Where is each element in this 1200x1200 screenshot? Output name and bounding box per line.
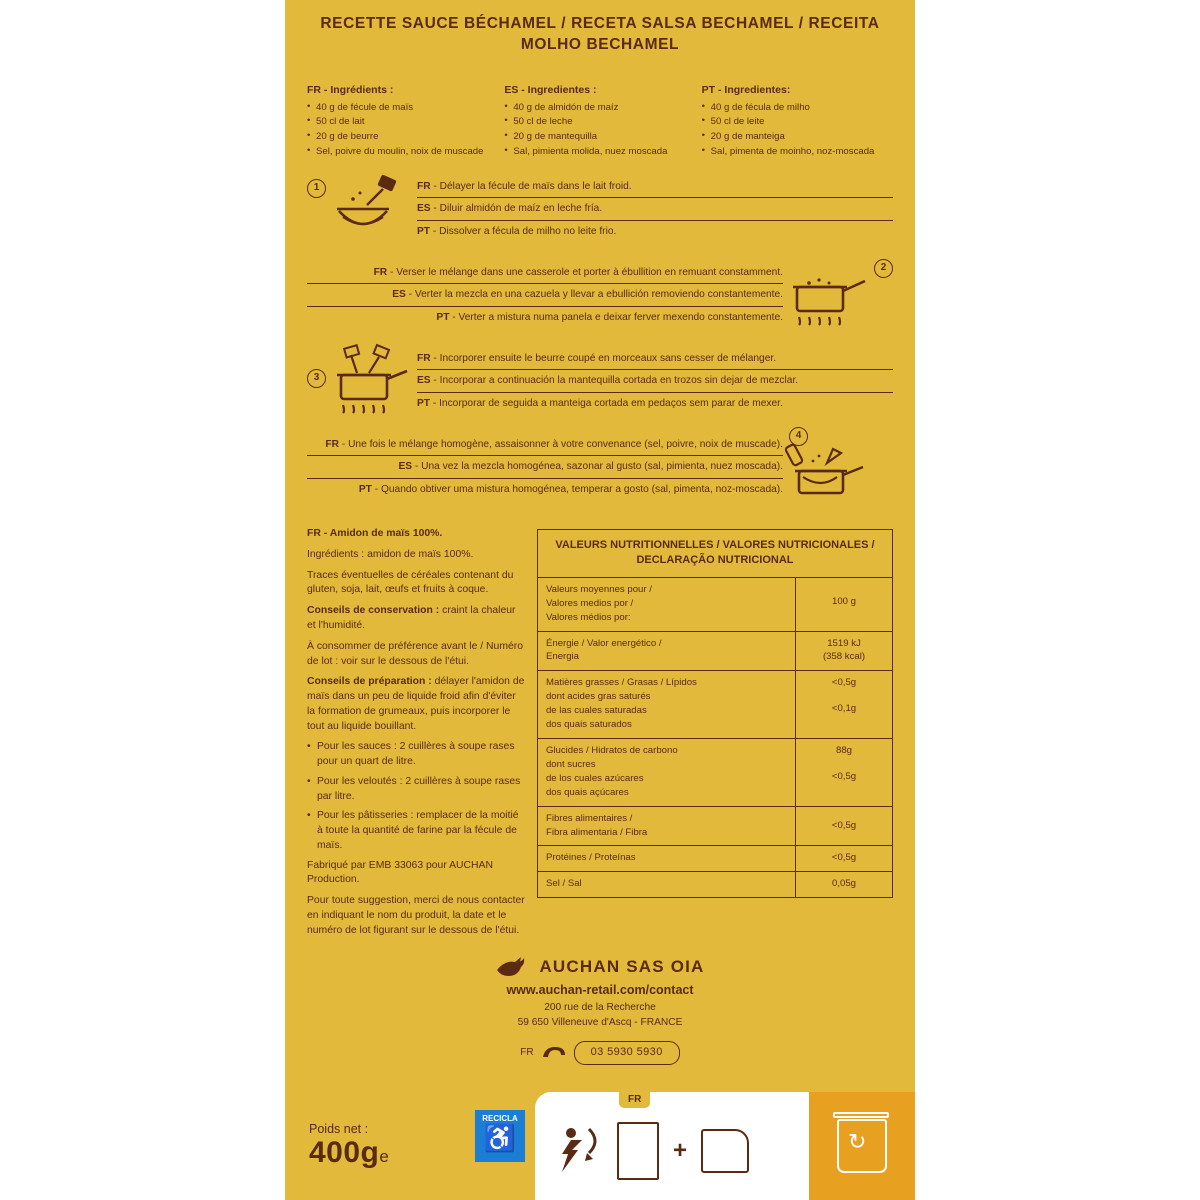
step-text: Incorporer ensuite le beurre coupé en morceaux sans cesser de mélanger. xyxy=(439,352,777,364)
step-text: Quando obtiver uma mistura homogénea, temperar a gosto (sal, pimenta, noz-moscada). xyxy=(380,484,783,496)
nutrition-label-line: dont sucres xyxy=(545,758,596,770)
ingredient-item: • 40 g de fécula de milho xyxy=(702,101,893,116)
ingredients-heading-es: ES - Ingredientes : xyxy=(504,83,597,96)
nutrition-label-line: Valores médios por: xyxy=(545,611,631,623)
phone-icon xyxy=(541,1045,567,1061)
nutrition-value xyxy=(796,739,892,806)
plus-sign: + xyxy=(673,1137,688,1164)
net-weight-label: Poids net : xyxy=(309,1122,369,1136)
website-link[interactable]: www.auchan-retail.com/contact xyxy=(506,983,694,998)
nutrition-label-line: Valeurs moyennes pour / xyxy=(545,583,652,595)
table-row xyxy=(538,846,892,872)
nutrition-label-line: Fibres alimentaires / xyxy=(545,812,633,824)
estimate-mark: e xyxy=(379,1147,390,1166)
phone-number[interactable]: 03 5930 5930 xyxy=(574,1041,680,1065)
step-lang: PT xyxy=(417,226,431,238)
pouch-icon xyxy=(701,1129,749,1173)
triman-icon xyxy=(549,1123,603,1179)
nutrition-label-line: Énergie / Valor energético / xyxy=(545,637,662,649)
step-text: Una vez la mezcla homogénea, sazonar al gusto (sal, pimienta, nuez moscada). xyxy=(421,461,783,473)
step-text: Verter la mezcla en una cazuela y llevar a ebullición removiendo constantemente. xyxy=(414,289,783,301)
saucepan-boiling-icon xyxy=(783,267,883,337)
usage-bullet: • Pour les veloutés : 2 cuillères à soupe rases par litre. xyxy=(307,775,525,805)
step-lang: FR xyxy=(325,438,340,450)
step-text: Verter a mistura numa panela e deixar ferver mexendo constantemente. xyxy=(458,312,783,324)
nutrition-value xyxy=(796,632,892,671)
package-back-panel xyxy=(285,0,915,1200)
table-row xyxy=(538,739,892,807)
legal-text-column xyxy=(307,527,525,944)
step-3-illustration xyxy=(307,345,417,417)
nutrition-label xyxy=(538,578,796,631)
ingredients-line: Ingrédients : amidon de maïs 100%. xyxy=(307,548,474,560)
nutrition-label xyxy=(538,671,796,738)
suggestion-line: Pour toute suggestion, merci de nous contacter en indiquant le nom du produit, la date et le numéro de lot figurant sur le dessous de l'étui. xyxy=(307,895,525,936)
step-lang: PT xyxy=(358,484,372,496)
ingredient-item: • Sal, pimenta de moinho, noz-moscada xyxy=(702,145,893,160)
ingredient-item: • 50 cl de lait xyxy=(307,115,498,130)
step-number-2: 2 xyxy=(874,259,893,278)
step-lang: ES xyxy=(398,461,413,473)
nutrition-label-line: Energia xyxy=(545,651,580,663)
nutrition-value-line: <0,5g xyxy=(831,770,857,782)
nutrition-value-line: <0,5g xyxy=(831,852,857,864)
contact-block xyxy=(285,945,915,1065)
step-number-3: 3 xyxy=(307,369,326,388)
usage-bullet: • Pour les pâtisseries : remplacer de la moitié à toute la quantité de farine par la fécule de maïs. xyxy=(307,809,525,853)
usage-bullet: • Pour les sauces : 2 cuillères à soupe rases pour un quart de litre. xyxy=(307,740,525,770)
step-lang: PT xyxy=(417,398,431,410)
table-row xyxy=(538,578,892,632)
table-row xyxy=(538,807,892,847)
phone-language: FR xyxy=(520,1046,534,1058)
step-text: Incorporar a continuación la mantequilla cortada en trozos sin dejar de mezclar. xyxy=(439,375,799,387)
nutrition-value xyxy=(796,807,892,846)
prep-advice xyxy=(307,675,525,734)
fr-language-tab: FR xyxy=(619,1092,650,1108)
nutrition-label-line: Glucides / Hidratos de carbono xyxy=(545,745,678,756)
step-line: ES - Una vez la mezcla homogénea, sazonar al gusto (sal, pimienta, nuez moscada). xyxy=(307,456,783,479)
ingredients-heading-fr: FR - Ingrédients : xyxy=(307,83,394,96)
ingredient-item: • Sal, pimienta molida, nuez moscada xyxy=(504,145,695,160)
step-line: FR - Incorporer ensuite le beurre coupé en morceaux sans cesser de mélanger. xyxy=(417,348,893,371)
best-before: À consommer de préférence avant le / Numéro de lot : voir sur le dessous de l'étui. xyxy=(307,640,523,667)
step-lang: FR xyxy=(373,266,388,278)
ingredients-column-pt xyxy=(702,84,893,159)
step-2-illustration xyxy=(783,259,893,331)
nutrition-label-line: Valores medios por / xyxy=(545,597,634,609)
preparation-steps xyxy=(285,159,915,503)
nutrition-value xyxy=(796,578,892,631)
step-text: Verser le mélange dans une casserole et porter à ébullition en remuant constamment. xyxy=(396,266,783,278)
nutrition-value-line: 88g xyxy=(835,745,852,756)
step-2-text xyxy=(307,262,783,329)
phone-row xyxy=(307,1041,893,1065)
step-1-text xyxy=(417,176,893,243)
recicla-badge xyxy=(475,1110,525,1162)
nutrition-label xyxy=(538,632,796,671)
step-lang: FR xyxy=(417,352,431,364)
step-3-text xyxy=(417,348,893,415)
ingredients-column-fr xyxy=(307,84,498,159)
nutrition-label-line: Fibra alimentaria / Fibra xyxy=(545,826,648,838)
ingredient-item: • Sel, poivre du moulin, noix de muscade xyxy=(307,145,498,160)
step-number-1: 1 xyxy=(307,179,326,198)
nutrition-value-line: 0,05g xyxy=(831,878,856,890)
brand-row xyxy=(307,955,893,980)
usage-bullets xyxy=(307,740,525,853)
page-title: RECETTE SAUCE BÉCHAMEL / RECETA SALSA BECHAMEL / RECEITA MOLHO BECHAMEL xyxy=(320,15,880,53)
bird-logo-icon xyxy=(495,956,529,978)
step-line: PT - Incorporar de seguida a manteiga cortada em pedaços sem parar de mexer. xyxy=(417,398,783,410)
manufacturer-line: Fabriqué par EMB 33063 pour AUCHAN Production. xyxy=(307,859,493,886)
nutrition-table xyxy=(537,529,893,898)
step-lang: ES xyxy=(392,289,406,301)
footer xyxy=(285,1080,915,1200)
nutrition-value-line: <0,1g xyxy=(831,703,857,715)
brand-name: AUCHAN SAS OIA xyxy=(539,956,705,976)
step-line: FR - Une fois le mélange homogène, assaisonner à votre convenance (sel, poivre, noix de muscade). xyxy=(307,434,783,457)
step-line: FR - Délayer la fécule de maïs dans le lait froid. xyxy=(417,176,893,199)
ingredients-column-es xyxy=(504,84,695,159)
step-line: ES - Diluir almidón de maíz en leche fría. xyxy=(417,198,893,221)
table-row xyxy=(538,872,892,897)
step-line: FR - Verser le mélange dans une casserole et porter à ébullition en remuant constamment. xyxy=(307,262,783,285)
ingredients-section xyxy=(285,56,915,159)
step-text: Délayer la fécule de maïs dans le lait froid. xyxy=(439,180,632,192)
step-line: ES - Verter la mezcla en una cazuela y llevar a ebullición removiendo constantemente. xyxy=(307,284,783,307)
nutrition-label-line: de las cuales saturadas xyxy=(545,705,647,717)
nutrition-value xyxy=(796,846,892,871)
nutrition-value xyxy=(796,872,892,897)
step-1 xyxy=(307,173,893,245)
nutrition-label-line: dont acides gras saturés xyxy=(545,691,651,703)
nutrition-label-line: dos quais açúcares xyxy=(545,786,629,798)
nutrition-title: VALEURS NUTRITIONNELLES / VALORES NUTRICIONALES / DECLARAÇÃO NUTRICIONAL xyxy=(538,530,892,578)
product-info-section xyxy=(285,517,915,944)
table-row xyxy=(538,671,892,739)
step-4-text xyxy=(307,434,783,501)
saucepan-butter-icon xyxy=(327,343,419,419)
nutrition-label-line: Protéines / Proteínas xyxy=(545,852,636,864)
nutrition-label xyxy=(538,807,796,846)
step-number-4: 4 xyxy=(789,427,808,446)
nutrition-value-line: <0,5g xyxy=(831,677,857,689)
nutrition-label-line: dos quais saturados xyxy=(545,719,632,731)
step-text: Une fois le mélange homogène, assaisonner à votre convenance (sel, poivre, noix de muscade). xyxy=(348,438,783,450)
recycling-instructions xyxy=(535,1092,915,1200)
nutrition-value-line: 100 g xyxy=(831,595,856,607)
allergen-traces: Traces éventuelles de céréales contenant du gluten, soja, lait, œufs et fruits à coque. xyxy=(307,569,514,596)
table-row xyxy=(538,632,892,672)
step-line: PT - Dissolver a fécula de milho no leite frio. xyxy=(417,226,617,238)
step-4 xyxy=(307,431,893,503)
address-line-2: 59 650 Villeneuve d'Ascq - FRANCE xyxy=(517,1017,683,1029)
step-3 xyxy=(307,345,893,417)
recicla-label: RECICLA xyxy=(482,1114,518,1123)
step-text: Dissolver a fécula de milho no leite frio. xyxy=(439,226,617,238)
ingredient-item: • 20 g de beurre xyxy=(307,130,498,145)
step-lang: ES xyxy=(417,203,431,215)
net-weight-block xyxy=(309,1122,389,1170)
step-4-illustration xyxy=(783,431,893,503)
ingredient-item: • 50 cl de leite xyxy=(702,115,893,130)
ingredient-item: • 50 cl de leche xyxy=(504,115,695,130)
recycle-person-icon: ♿ xyxy=(483,1123,517,1153)
product-headline: FR - Amidon de maïs 100%. xyxy=(307,528,443,540)
nutrition-value xyxy=(796,671,892,738)
recycling-bin-icon: ↻ xyxy=(809,1092,915,1200)
carton-box-icon xyxy=(617,1122,659,1180)
bowl-whisk-icon xyxy=(329,175,419,243)
storage-advice xyxy=(307,604,525,634)
ingredient-item: • 20 g de mantequilla xyxy=(504,130,695,145)
ingredient-item: • 40 g de almidón de maíz xyxy=(504,101,695,116)
step-line: PT - Verter a mistura numa panela e deixar ferver mexendo constantemente. xyxy=(436,312,783,324)
nutrition-value-line: <0,5g xyxy=(831,819,857,831)
storage-text: craint la chaleur et l'humidité. xyxy=(307,605,516,631)
address-line-1: 200 rue de la Recherche xyxy=(544,1002,656,1014)
nutrition-label xyxy=(538,872,796,897)
ingredient-item: • 40 g de fécule de maïs xyxy=(307,101,498,116)
nutrition-label-line: de los cuales azúcares xyxy=(545,772,644,784)
step-lang: PT xyxy=(436,312,450,324)
seasoning-icon xyxy=(783,441,883,511)
nutrition-label xyxy=(538,739,796,806)
ingredient-item: • 20 g de manteiga xyxy=(702,130,893,145)
nutrition-label-line: Matières grasses / Grasas / Lípidos xyxy=(545,677,697,689)
nutrition-value-line: (358 kcal) xyxy=(822,651,866,663)
nutrition-label-line: Sel / Sal xyxy=(545,878,582,890)
step-line: ES - Incorporar a continuación la mantequilla cortada en trozos sin dejar de mezclar. xyxy=(417,370,893,393)
step-text: Diluir almidón de maíz en leche fría. xyxy=(439,203,603,215)
storage-label: Conseils de conservation : xyxy=(307,605,440,617)
nutrition-label xyxy=(538,846,796,871)
ingredients-heading-pt: PT - Ingredientes: xyxy=(701,83,791,96)
step-1-illustration xyxy=(307,173,417,245)
step-text: Incorporar de seguida a manteiga cortada em pedaços sem parar de mexer. xyxy=(439,398,783,410)
net-weight-value: 400g xyxy=(309,1136,380,1169)
step-lang: ES xyxy=(417,375,431,387)
step-line: PT - Quando obtiver uma mistura homogénea, temperar a gosto (sal, pimenta, noz-moscada). xyxy=(358,484,783,496)
step-lang: FR xyxy=(417,180,431,192)
prep-text: délayer l'amidon de maïs dans un peu de liquide froid afin d'éviter la formation de grumeaux, puis incorporer le tout au liquide bouillant. xyxy=(307,676,525,732)
nutrition-value-line: 1519 kJ xyxy=(827,637,861,649)
prep-label: Conseils de préparation : xyxy=(307,676,432,688)
step-2 xyxy=(307,259,893,331)
